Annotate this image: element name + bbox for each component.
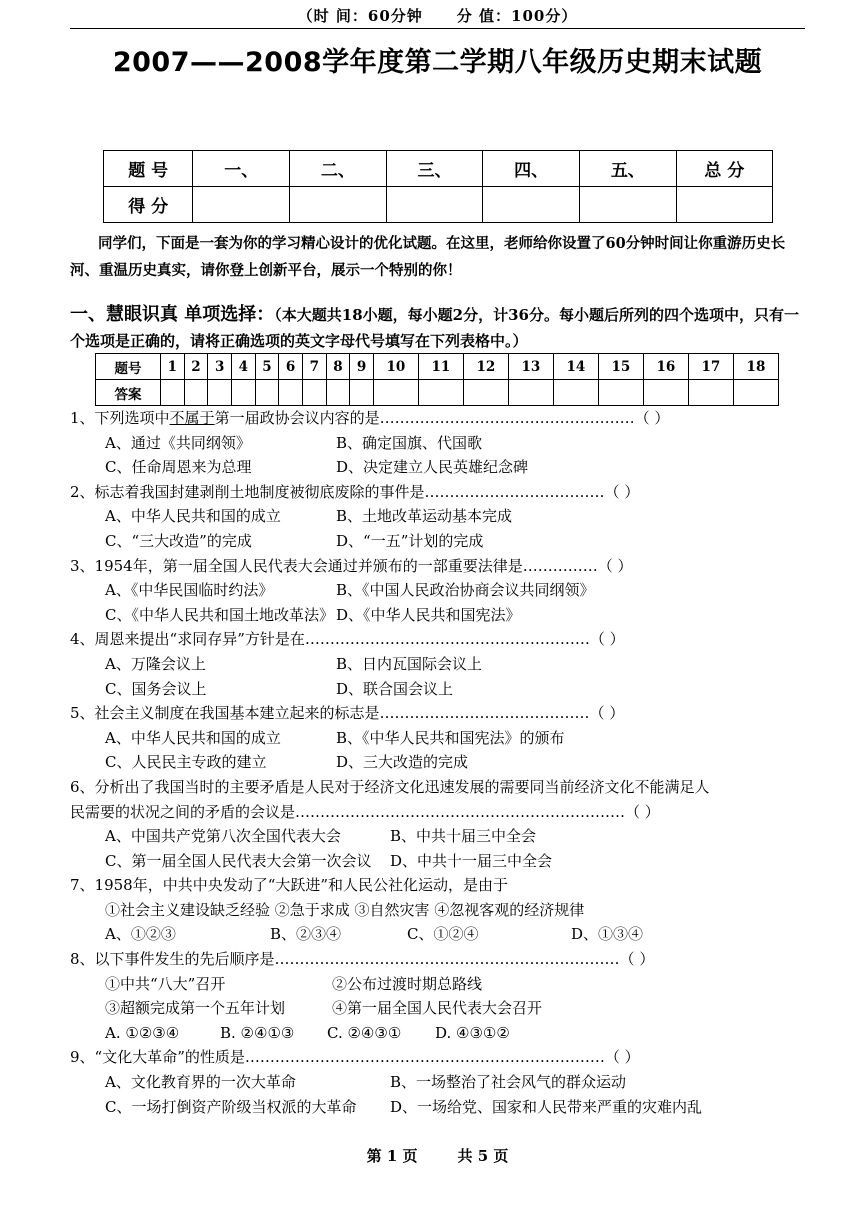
option[interactable]: C、《中华人民共和国土地改革法》	[105, 605, 334, 624]
option[interactable]: B、一场整治了社会风气的群众运动	[390, 1073, 627, 1092]
stem-underlined: 不属于	[169, 409, 215, 427]
option[interactable]: C、“三大改造”的完成	[105, 531, 252, 550]
answer-input-cell[interactable]	[161, 380, 185, 406]
option-row	[70, 1070, 805, 1095]
option-row	[70, 824, 805, 849]
answer-input-cell[interactable]	[255, 380, 279, 406]
question-item	[70, 406, 805, 480]
header-rule	[70, 28, 805, 29]
question-item	[70, 775, 805, 873]
page-number: 第 1 页	[366, 1147, 418, 1165]
stem-text: 8、以下事件发生的先后顺序是……………………………………………………………（ ）	[70, 950, 655, 969]
answer-input-cell[interactable]	[688, 380, 733, 406]
option[interactable]: ①中共“八大”召开	[105, 974, 226, 993]
answer-number-cell: 3	[208, 354, 232, 380]
option-row	[70, 750, 805, 775]
option[interactable]: D、一场给党、国家和人民带来严重的灾难内乱	[390, 1097, 703, 1116]
score-input-cell[interactable]	[580, 187, 677, 223]
answer-input-cell[interactable]	[184, 380, 208, 406]
option-row	[70, 922, 805, 947]
option[interactable]: C、任命周恩来为总理	[105, 458, 252, 477]
answer-number-cell: 18	[733, 354, 778, 380]
question-stem	[70, 701, 805, 726]
answer-number-cell: 12	[463, 354, 508, 380]
stem-text: 第一届政协会议内容的是……………………………………………（ ）	[214, 409, 670, 427]
option[interactable]: D、①③④	[571, 925, 644, 944]
answer-table	[95, 353, 779, 406]
score-header-cell: 三、	[386, 151, 483, 187]
answer-table-number-row	[96, 354, 779, 380]
option[interactable]: C、①②④	[407, 925, 479, 944]
option[interactable]: A、中华人民共和国的成立	[105, 728, 281, 747]
page-total: 共 5 页	[457, 1147, 509, 1165]
answer-input-cell[interactable]	[279, 380, 303, 406]
score-table-header-row	[104, 151, 773, 187]
score-header-cell: 四、	[483, 151, 580, 187]
score-table	[103, 150, 773, 223]
answer-number-cell: 17	[688, 354, 733, 380]
answer-number-cell: 14	[553, 354, 598, 380]
stem-text: 9、“文化大革命”的性质是………………………………………………………………（ ）	[70, 1048, 640, 1067]
question-stem	[70, 480, 805, 505]
question-list	[70, 406, 805, 1119]
stem-text: 1、下列选项中	[70, 409, 170, 427]
score-header-cell: 题 号	[104, 151, 193, 187]
intro-paragraph: 同学们，下面是一套为你的学习精心设计的优化试题。在这里，老师给你设置了60分钟时间让你重游历史长河、重温历史真实，请你登上创新平台，展示一个特别的你！	[70, 235, 786, 279]
answer-input-cell[interactable]	[373, 380, 418, 406]
answer-label: 答案	[96, 380, 161, 406]
stem-text: 2、标志着我国封建剥削土地制度被彻底废除的事件是………………………………（ ）	[70, 482, 640, 501]
section-1-heading	[70, 302, 805, 354]
option[interactable]: A、中国共产党第八次全国代表大会	[105, 827, 341, 846]
stem-text: 5、社会主义制度在我国基本建立起来的标志是……………………………………（ ）	[70, 704, 625, 723]
option-row	[70, 726, 805, 751]
answer-input-cell[interactable]	[208, 380, 232, 406]
option-row	[70, 603, 805, 628]
answer-table-answer-row	[96, 380, 779, 406]
answer-number-cell: 15	[598, 354, 643, 380]
option-row	[70, 677, 805, 702]
answer-input-cell[interactable]	[553, 380, 598, 406]
score-input-cell[interactable]	[193, 187, 290, 223]
score-input-cell[interactable]	[386, 187, 483, 223]
answer-number-cell: 6	[279, 354, 303, 380]
option[interactable]: ④第一届全国人民代表大会召开	[332, 999, 543, 1018]
answer-input-cell[interactable]	[463, 380, 508, 406]
option[interactable]: B、《中国人民政治协商会议共同纲领》	[336, 581, 595, 600]
option[interactable]: A、《中华民国临时约法》	[105, 581, 274, 600]
option[interactable]: A、文化教育界的一次大革命	[105, 1073, 296, 1092]
option[interactable]: B、确定国旗、代国歌	[336, 433, 483, 452]
answer-number-cell: 13	[508, 354, 553, 380]
option-row	[70, 652, 805, 677]
question-item	[70, 1045, 805, 1119]
stem-text: 7、1958年，中共中央发动了“大跃进”和人民公社化运动，是由于	[70, 876, 509, 895]
question-stem	[70, 1045, 805, 1070]
answer-input-cell[interactable]	[326, 380, 350, 406]
question-sub-items: ①社会主义建设缺乏经验 ②急于求成 ③自然灾害 ④忽视客观的经济规律	[105, 900, 585, 919]
option[interactable]: C、国务会议上	[105, 679, 207, 698]
option[interactable]: A、通过《共同纲领》	[105, 433, 251, 452]
question-item	[70, 873, 805, 947]
answer-input-cell[interactable]	[508, 380, 553, 406]
score-row-label: 得 分	[104, 187, 193, 223]
option-row	[70, 972, 805, 997]
answer-number-cell: 10	[373, 354, 418, 380]
score-input-cell[interactable]	[676, 187, 772, 223]
section-1-title: 一、慧眼识真 单项选择：	[70, 304, 275, 325]
stem-text: 4、周恩来提出“求同存异”方针是在…………………………………………………（ ）	[70, 630, 625, 649]
option[interactable]: A、中华人民共和国的成立	[105, 507, 281, 526]
option-row	[70, 996, 805, 1021]
option[interactable]: D、联合国会议上	[336, 679, 454, 698]
option[interactable]: B、②③④	[270, 925, 342, 944]
option[interactable]: D、“一五”计划的完成	[336, 531, 484, 550]
answer-input-cell[interactable]	[231, 380, 255, 406]
question-stem	[70, 775, 805, 800]
answer-number-label: 题号	[96, 354, 161, 380]
option[interactable]: C、一场打倒资产阶级当权派的大革命	[105, 1097, 357, 1116]
score-header-cell: 五、	[580, 151, 677, 187]
answer-number-cell: 2	[184, 354, 208, 380]
score-input-cell[interactable]	[483, 187, 580, 223]
option[interactable]: ②公布过渡时期总路线	[332, 974, 483, 993]
page-footer	[70, 1145, 805, 1166]
question-item	[70, 480, 805, 554]
question-item	[70, 627, 805, 701]
answer-number-cell: 9	[350, 354, 374, 380]
answer-input-cell[interactable]	[598, 380, 643, 406]
score-input-cell[interactable]	[290, 187, 387, 223]
answer-number-cell: 1	[161, 354, 185, 380]
page-title: 2007——2008学年度第二学期八年级历史期末试题	[112, 47, 763, 78]
stem-text: 6、分析出了我国当时的主要矛盾是人民对于经济文化迅速发展的需要同当前经济文化不能满足人	[70, 777, 710, 796]
option-row	[70, 1021, 805, 1046]
option[interactable]: D、三大改造的完成	[336, 753, 469, 772]
score-info: 分 值：100分）	[456, 7, 578, 25]
option-row	[70, 849, 805, 874]
question-stem-cont: 民需要的状况之间的矛盾的会议是…………………………………………………………（ ）	[70, 802, 660, 821]
question-item	[70, 947, 805, 1045]
option[interactable]: C、第一届全国人民代表大会第一次会议	[105, 851, 372, 870]
answer-input-cell[interactable]	[302, 380, 326, 406]
answer-input-cell[interactable]	[418, 380, 463, 406]
option[interactable]: C、人民民主专政的建立	[105, 753, 267, 772]
stem-text: 3、1954年，第一届全国人民代表大会通过并颁布的一部重要法律是……………（ ）	[70, 556, 633, 575]
answer-number-cell: 11	[418, 354, 463, 380]
option-row	[70, 455, 805, 480]
exam-page	[70, 0, 805, 83]
option[interactable]: D、中共十一届三中全会	[390, 851, 553, 870]
option[interactable]: B、日内瓦国际会议上	[336, 654, 483, 673]
question-stem	[70, 873, 805, 898]
question-stem	[70, 406, 805, 431]
answer-number-cell: 4	[231, 354, 255, 380]
question-stem	[70, 554, 805, 579]
question-stem	[70, 947, 805, 972]
question-item	[70, 701, 805, 775]
option[interactable]: A、①②③	[105, 925, 176, 944]
answer-number-cell: 16	[643, 354, 688, 380]
option-row	[70, 504, 805, 529]
option[interactable]: B、《中华人民共和国宪法》的颁布	[336, 728, 565, 747]
time-info: （时 间：60分钟	[297, 7, 423, 25]
question-item	[70, 554, 805, 628]
option-row	[70, 1095, 805, 1120]
option[interactable]: C. ②④③①	[327, 1023, 402, 1042]
option[interactable]: D、《中华人民共和国宪法》	[336, 605, 521, 624]
exam-info-line	[70, 0, 805, 28]
option[interactable]: A、万隆会议上	[105, 654, 206, 673]
score-header-cell: 一、	[193, 151, 290, 187]
score-header-cell: 总 分	[676, 151, 772, 187]
answer-input-cell[interactable]	[643, 380, 688, 406]
option[interactable]: B. ②④①③	[220, 1023, 295, 1042]
section-1-description: （本大题共18小题，每小题2分，计36分。每小题后所列的四个选项中，只有一个选项是正确的，请将正确选项的英文字母代号填写在下列表格中。）	[70, 306, 799, 350]
option[interactable]: D. ④③①②	[435, 1023, 510, 1042]
answer-input-cell[interactable]	[733, 380, 778, 406]
answer-number-cell: 8	[326, 354, 350, 380]
option[interactable]: B、中共十届三中全会	[390, 827, 537, 846]
option-row	[70, 431, 805, 456]
question-stem	[70, 627, 805, 652]
option[interactable]: ③超额完成第一个五年计划	[105, 999, 286, 1018]
answer-number-cell: 7	[302, 354, 326, 380]
score-header-cell: 二、	[290, 151, 387, 187]
option[interactable]: D、决定建立人民英雄纪念碑	[336, 458, 529, 477]
option[interactable]: A. ①②③④	[105, 1023, 180, 1042]
answer-number-cell: 5	[255, 354, 279, 380]
option[interactable]: B、土地改革运动基本完成	[336, 507, 513, 526]
score-table-score-row	[104, 187, 773, 223]
option-row	[70, 578, 805, 603]
option-row	[70, 529, 805, 554]
answer-input-cell[interactable]	[350, 380, 374, 406]
